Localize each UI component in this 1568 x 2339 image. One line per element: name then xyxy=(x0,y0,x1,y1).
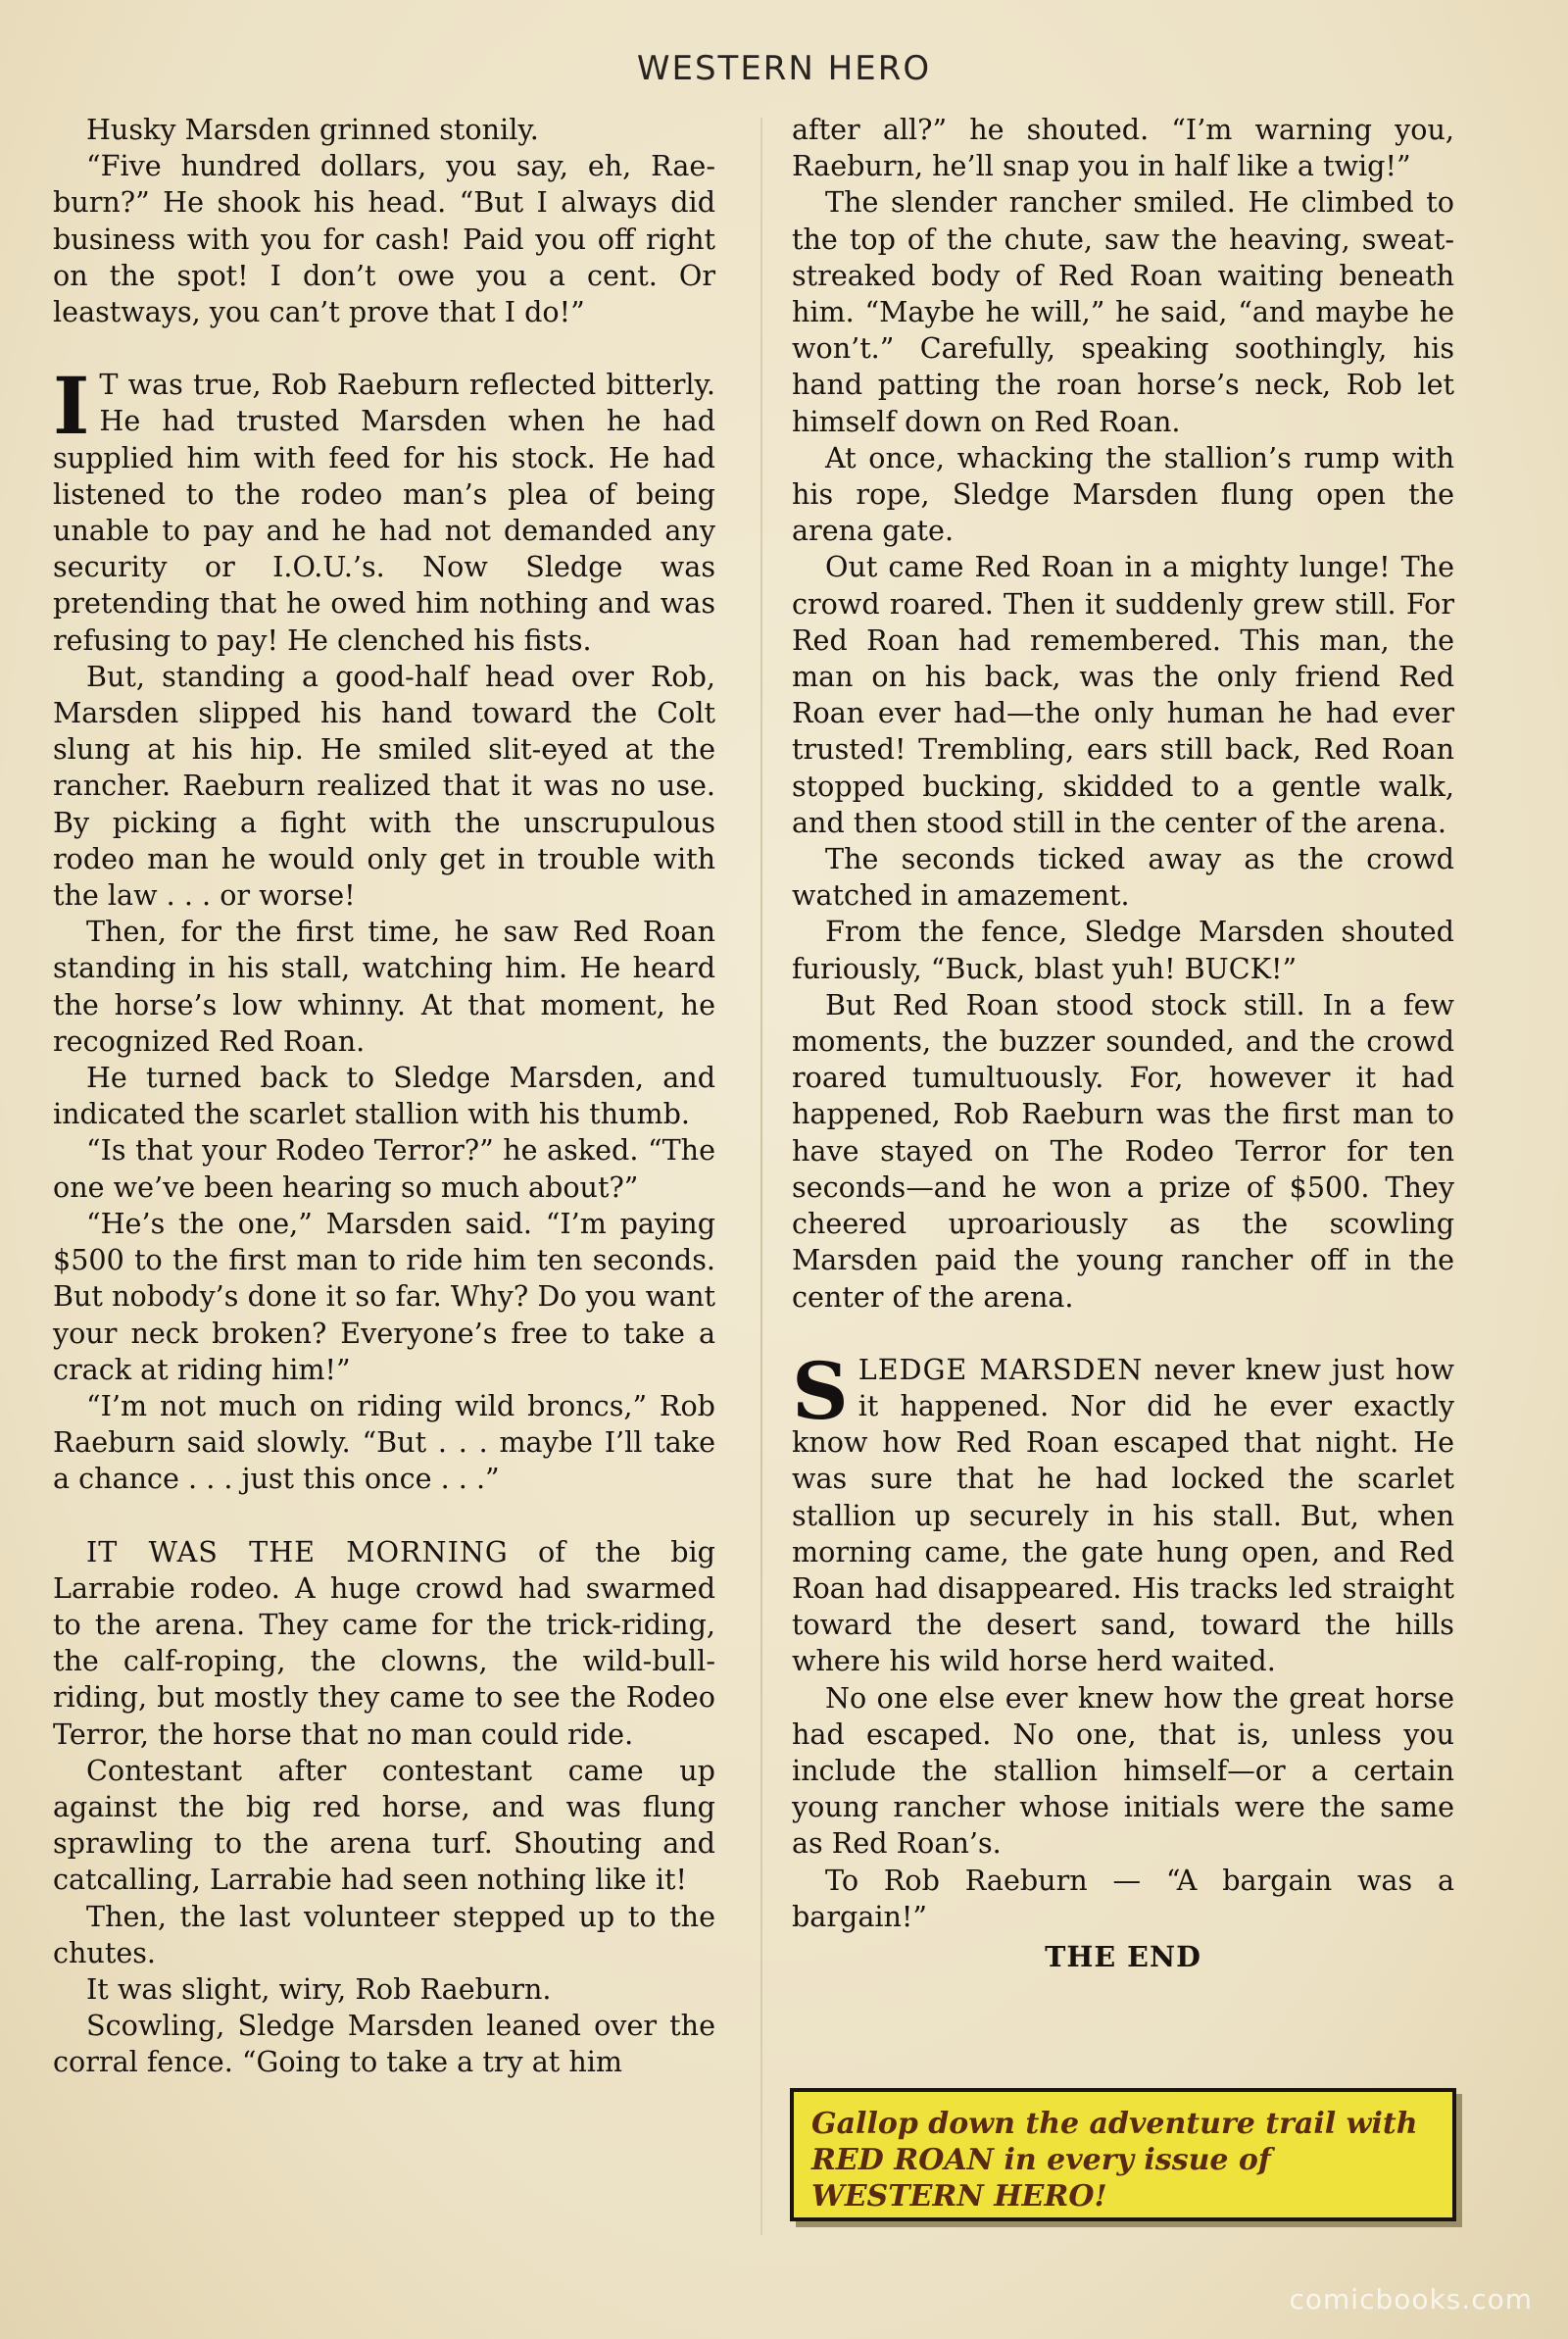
story-paragraph: “I’m not much on riding wild broncs,” Rob Raeburn said slowly. “But . . . maybe I’ll take a chance . . . just this once . . .” xyxy=(53,1388,715,1496)
column-divider xyxy=(760,118,762,2235)
running-head: WESTERN HERO xyxy=(636,49,932,88)
section-opening-text: T was true, Rob Raeburn reflected bitterly. He had trusted Marsden when he had supplied him with feed for his stock. He had listened to the rodeo man’s plea of being unable to pay and he had not demanded any security or I.O.U.’s. Now Sledge was pretending that he owed him nothing and was refusing to pay! He clenched his fists. xyxy=(53,368,715,657)
section-lead-in: LEDGE MARSDEN xyxy=(858,1352,1144,1386)
section-break xyxy=(792,1316,1454,1352)
story-paragraph: The seconds ticked away as the crowd watched in amazement. xyxy=(792,842,1454,913)
story-paragraph: He turned back to Sledge Marsden, and indicated the scarlet stallion with his thumb. xyxy=(53,1061,715,1131)
story-paragraph: But Red Roan stood stock still. In a few moments, the buzzer sounded, and the crowd roared tumultuously. For, however it had happened, Rob Raeburn was the first man to have stayed on The Rodeo Terror for ten seconds—and he won a prize of $500. They cheered uproariously as the scowling Marsden paid the young rancher off in the center of the arena. xyxy=(792,987,1454,1314)
story-paragraph: But, standing a good-half head over Rob, Marsden slipped his hand toward the Colt slung at his hip. He smiled slit-eyed at the rancher. Raeburn realized that it was no use. By picking a fight with the unscrupulous rodeo man he would only get in trouble with the law . . . or worse! xyxy=(53,659,715,913)
story-paragraph: after all?” he shouted. “I’m warning you, Raeburn, he’ll snap you in half like a twig!” xyxy=(792,113,1454,183)
section-break xyxy=(53,1498,715,1534)
story-paragraph: “Five hundred dollars, you say, eh, Raeburn?” He shook his head. “But I always did business with you for cash! Paid you off right on the spot! I don’t owe you a cent. Or leastways, you can’t prove that I do!” xyxy=(53,149,715,329)
left-column xyxy=(53,112,715,2081)
story-paragraph: To Rob Raeburn — “A bargain was a bargain!” xyxy=(792,1863,1454,1933)
story-paragraph: The slender rancher smiled. He climbed to the top of the chute, saw the heaving, sweat-streaked body of Red Roan waiting beneath him. “Maybe he will,” he said, “and maybe he won’t.” Carefully, speaking soothingly, his hand patting the roan horse’s neck, Rob let himself down on Red Roan. xyxy=(792,185,1454,438)
story-paragraph: It was slight, wiry, Rob Raeburn. xyxy=(86,1971,552,2006)
story-paragraph: Out came Red Roan in a mighty lunge! The crowd roared. Then it suddenly grew still. For Red Roan had remembered. This man, the man on his back, was the only friend Red Roan ever had—the only human he had ever trusted! Trembling, ears still back, Red Roan stopped bucking, skidded to a gentle walk, and then stood still in the center of the arena. xyxy=(792,550,1454,839)
story-paragraph: Contestant after contestant came up against the big red horse, and was flung sprawling to the arena turf. Shouting and catcalling, Larrabie had seen nothing like it! xyxy=(53,1753,715,1897)
story-paragraph: “Is that your Rodeo Terror?” he asked. “The one we’ve been hearing so much about?” xyxy=(53,1133,715,1204)
section-break xyxy=(53,330,715,367)
section-opening-paragraph xyxy=(53,360,715,659)
drop-cap: S xyxy=(792,1344,849,1437)
story-paragraph: At once, whacking the stallion’s rump with his rope, Sledge Marsden flung open the arena gate. xyxy=(792,440,1454,548)
story-paragraph: “He’s the one,” Marsden said. “I’m paying $500 to the first man to ride him ten seconds. But nobody’s done it so far. Why? Do you want your neck broken? Everyone’s free to take a crack at riding him!” xyxy=(53,1206,715,1386)
right-column xyxy=(792,112,1454,1975)
story-paragraph: Then, the last volunteer stepped up to the chutes. xyxy=(53,1899,715,1969)
story-paragraph: No one else ever knew how the great horse had escaped. No one, that is, unless you include the stallion himself—or a certain young rancher whose initials were the same as Red Roan’s. xyxy=(792,1680,1454,1861)
section-opening-text: of the big Larrabie rodeo. A huge crowd had swarmed to the arena. They came for the trick-riding, the calf-roping, the clowns, the wild-bull-riding, but mostly they came to see the Rodeo Terror, the horse that no man could ride. xyxy=(53,1534,715,1751)
promo-box: Gallop down the adventure trail with RED ROAN in every issue of WESTERN HERO! xyxy=(790,2088,1456,2221)
story-paragraph: Scowling, Sledge Marsden leaned over the corral fence. “Going to take a try at him xyxy=(53,2009,715,2079)
story-paragraph: Then, for the first time, he saw Red Roan standing in his stall, watching him. He heard the horse’s low whinny. At that moment, he recognized Red Roan. xyxy=(53,915,715,1058)
drop-cap: I xyxy=(53,360,90,453)
story-paragraph: From the fence, Sledge Marsden shouted furiously, “Buck, blast yuh! BUCK!” xyxy=(792,915,1454,985)
watermark-text: comicbooks.com xyxy=(1289,2283,1533,2315)
the-end-label: THE END xyxy=(1045,1939,1201,1973)
section-lead-in: IT WAS THE MORNING xyxy=(86,1534,509,1568)
story-paragraph: Husky Marsden grinned stonily. xyxy=(86,113,539,146)
section-opening-paragraph xyxy=(792,1344,1454,1680)
section-opening-text: never knew just how it happened. Nor did he ever exactly know how Red Roan escaped that night. He was sure that he had locked the scarlet stallion up securely in his stall. But, when morning came, the gate hung open, and Red Roan had disappeared. His tracks led straight toward the desert sand, toward the hills where his wild horse herd waited. xyxy=(792,1352,1454,1678)
section-opening-paragraph xyxy=(53,1534,715,1753)
